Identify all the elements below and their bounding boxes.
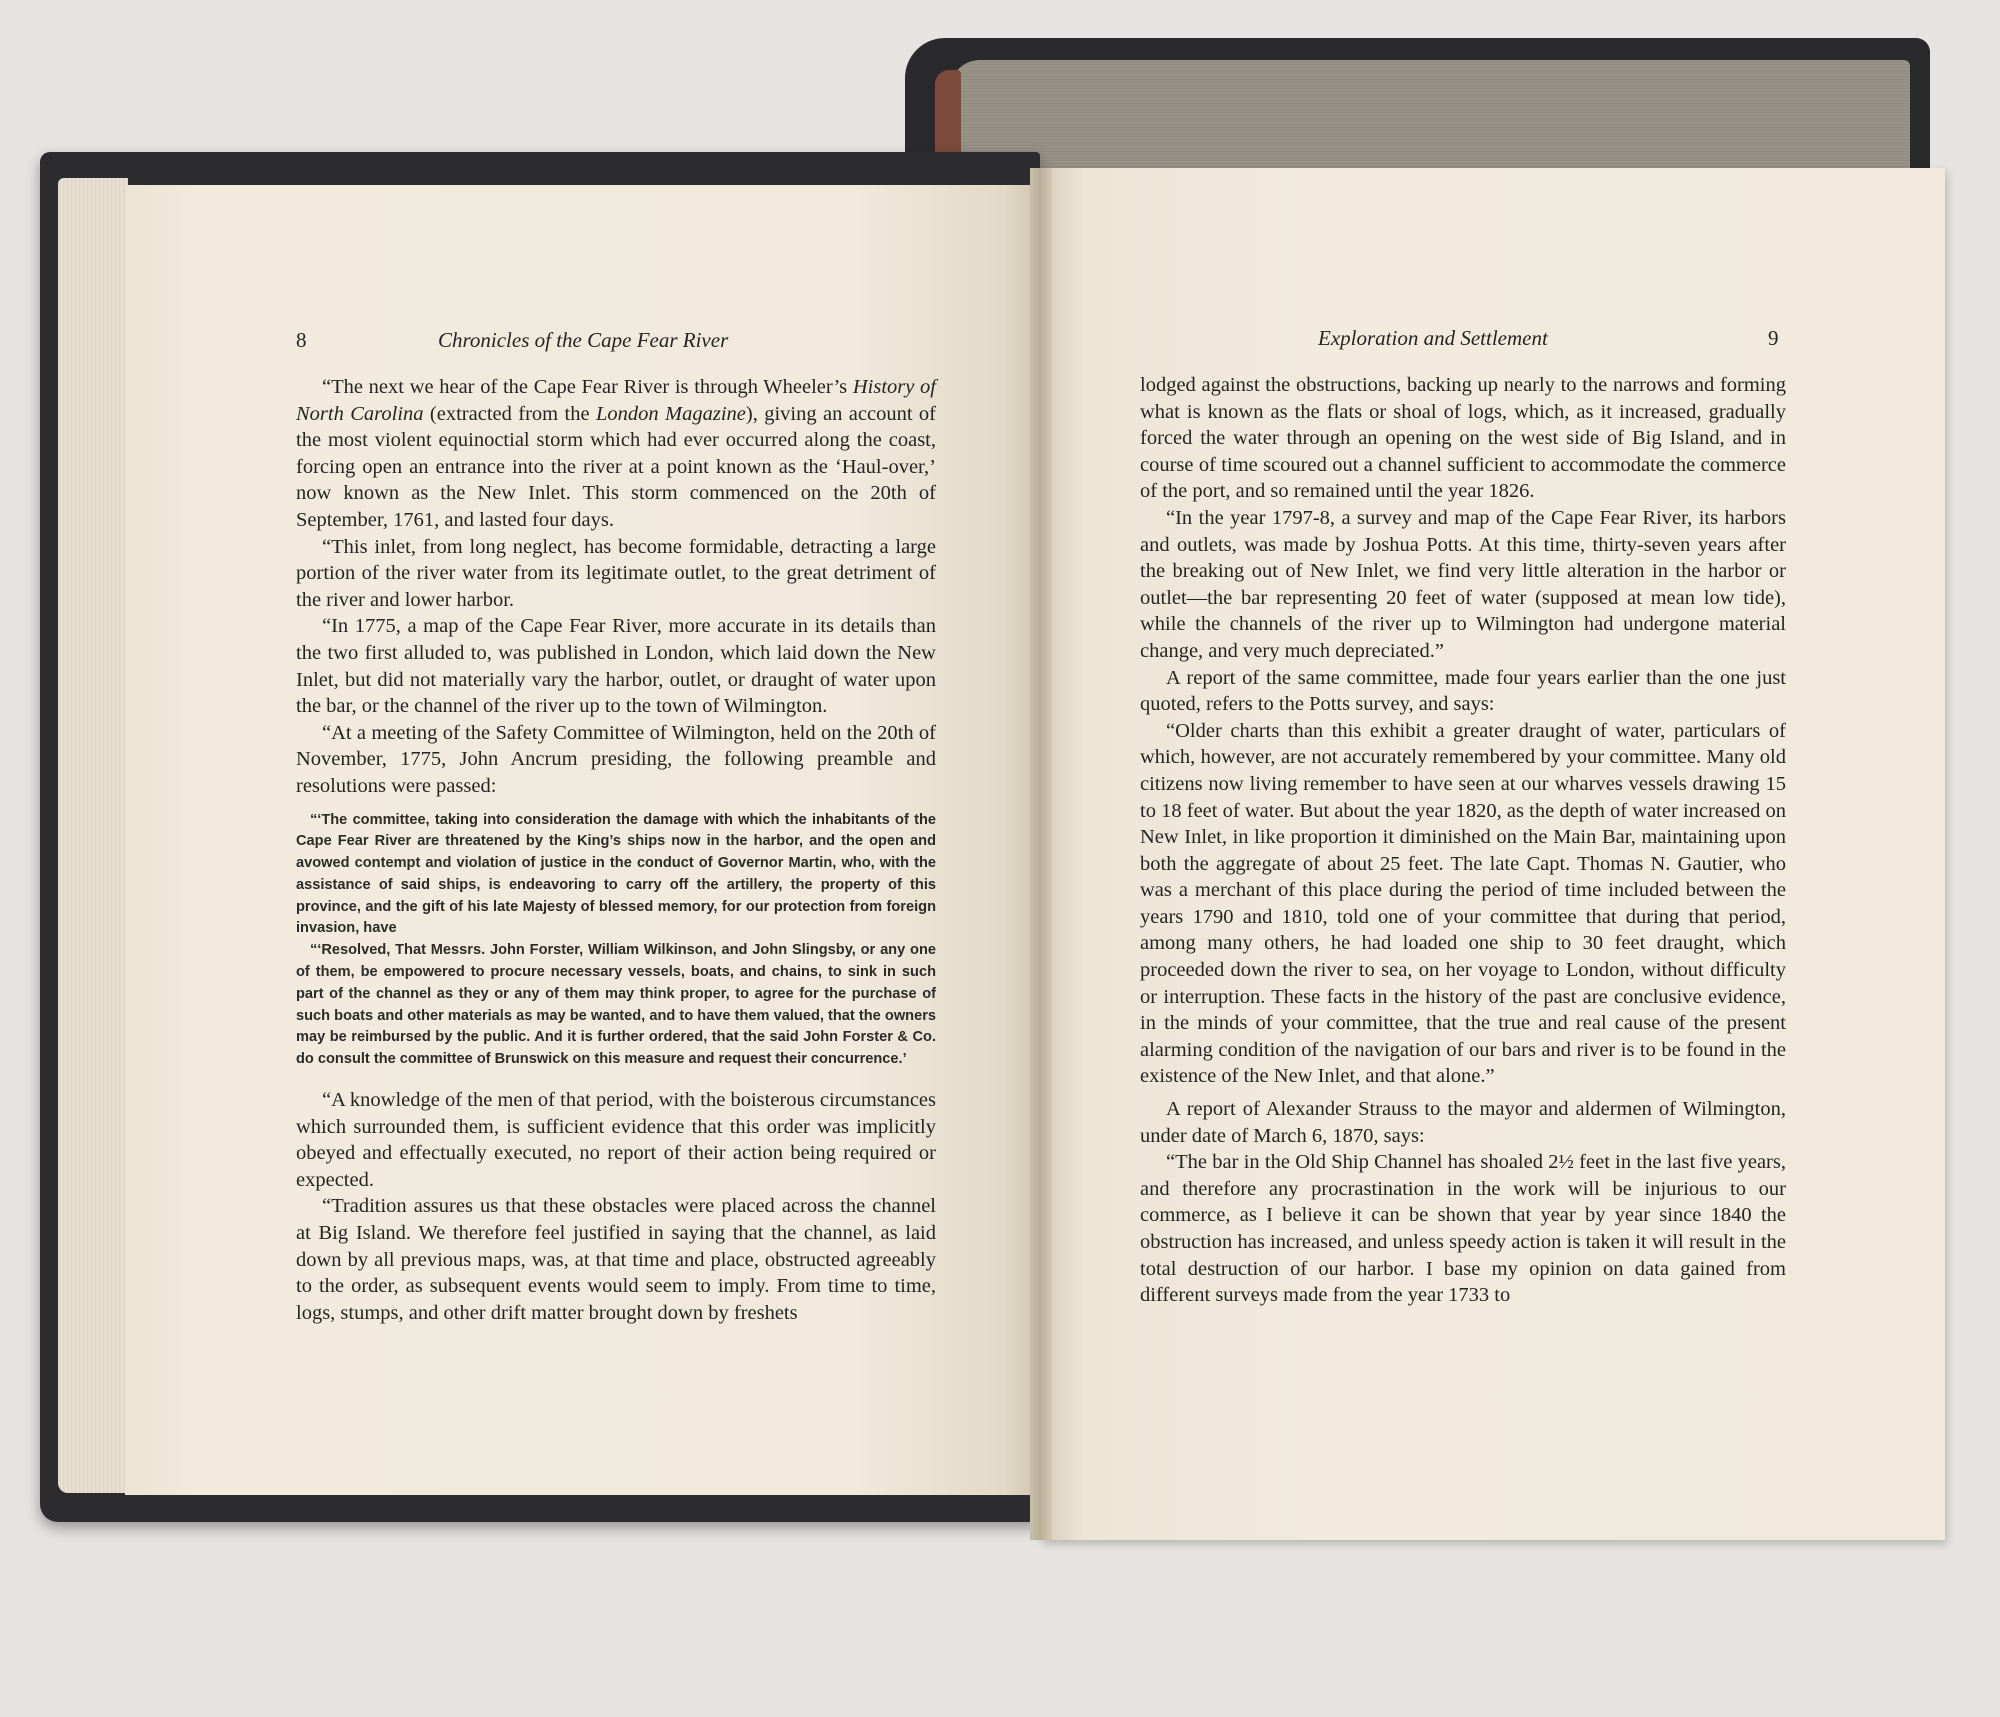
right-paragraph-4: “Older charts than this exhibit a greater draught of water, particulars of which, however, are not accurately remembered by your committee. Many old citizens now living remember to have seen at our wharves vessels drawing 15 to 18 feet of water. But about the year 1820, as the depth of water increased on New Inlet, in like proportion it diminished on the Main Bar, maintaining upon both the aggregate of about 25 feet. The late Capt. Thomas N. Gautier, who was a merchant of this place during the period of time included between the years 1790 and 1810, told one of your committee that during that period, among many others, he had loaded one ship to 30 feet draught, which proceeded down the river to sea, on her voyage to London, without difficulty or interruption. These facts in the history of the past are conclusive evidence, in the minds of your committee, that the true and real cause of the present alarming condition of the navigation of our bars and river is to be found in the existence of the New Inlet, and that alone.” xyxy=(1140,719,1786,1088)
resolution-quote xyxy=(296,810,936,1072)
left-page-body xyxy=(296,374,936,1326)
left-paragraph-6: “Tradition assures us that these obstacles were placed across the channel at Big Island. We therefore feel justified in saying that the channel, as laid down by all previous maps, was, at that time and place, obstructed agreeably to the order, as subsequent events would seem to imply. From time to time, logs, stumps, and other drift matter brought down by freshets xyxy=(296,1195,936,1324)
right-paragraph-6: “The bar in the Old Ship Channel has shoaled 2½ feet in the last five years, and therefore any procrastination in the work will be injurious to our commerce, as I believe it can be shown that year by year since 1840 the obstruction has increased, and unless speedy action is taken it will result in the total destruction of our harbor. I base my opinion on data gained from different surveys made from the year 1733 to xyxy=(1140,1151,1786,1307)
right-paragraph-1: lodged against the obstructions, backing up nearly to the narrows and forming what is known as the flats or shoal of logs, which, as it increased, gradually forced the water through an opening on the west side of Big Island, and in course of time scoured out a channel sufficient to accommodate the commerce of the port, and so remained until the year 1826. xyxy=(1140,374,1786,503)
left-running-head xyxy=(438,328,728,353)
right-running-head xyxy=(1318,326,1548,351)
left-paragraph-2: “This inlet, from long neglect, has become formidable, detracting a large portion of the river water from its legitimate outlet, to the great detriment of the river and lower harbor. xyxy=(296,535,936,611)
right-paragraph-2: “In the year 1797-8, a survey and map of the Cape Fear River, its harbors and outlets, was made by Joshua Potts. At this time, thirty-seven years after the breaking out of New Inlet, we find very little alteration in the harbor or outlet—the bar representing 20 feet of water (supposed at mean low tide), while the channels of the river up to Wilmington had undergone material change, and very much depreciated.” xyxy=(1140,506,1786,662)
left-page-number: 8 xyxy=(296,328,307,352)
right-paragraph-3: A report of the same committee, made four years earlier than the one just quoted, refers to the Potts survey, and says: xyxy=(1140,666,1786,716)
right-running-head-text: Exploration and Settlement xyxy=(1318,326,1548,350)
book-gutter xyxy=(1030,168,1052,1540)
left-paragraph-5: “A knowledge of the men of that period, with the boisterous circumstances which surrounded them, is sufficient evidence that this order was implicitly obeyed and effectually executed, no report of their action being required or expected. xyxy=(296,1089,936,1191)
left-paragraph-4: “At a meeting of the Safety Committee of Wilmington, held on the 20th of November, 1775, John Ancrum presiding, the following preamble and resolutions were passed: xyxy=(296,721,936,797)
right-page-number: 9 xyxy=(1768,326,1779,350)
left-p1-text-a: “The next we hear of the Cape Fear River is through Wheeler’s xyxy=(322,376,853,398)
page-block-edge xyxy=(950,60,1910,170)
right-page-body xyxy=(1140,372,1786,1309)
left-p1-title-magazine: London Magazine xyxy=(595,402,746,425)
left-paragraph-1 xyxy=(296,374,936,534)
quote-resolved: “‘Resolved, That Messrs. John Forster, William Wilkinson, and John Slingsby, or any one of them, be empowered to procure necessary vessels, boats, and chains, to sink in such part of the channel as they or any of them may think proper, to agree for the purchase of such boats and other materials as may be wanted, and to have them valued, that the owners may be reimbursed by the public. And it is further ordered, that the said John Forster & Co. do consult the committee of Brunswick on this measure and request their concurrence.’ xyxy=(296,942,936,1068)
left-running-head-text: Chronicles of the Cape Fear River xyxy=(438,328,729,352)
left-p1-text-b: (extracted from the xyxy=(423,402,596,425)
right-paragraph-5: A report of Alexander Strauss to the mayor and aldermen of Wilmington, under date of March 6, 1870, says: xyxy=(1140,1098,1786,1147)
quote-preamble: “‘The committee, taking into consideration the damage with which the inhabitants of the Cape Fear River are threatened by the King’s ships now in the harbor, and the open and avowed contempt and violation of justice in the conduct of Governor Martin, who, with the assistance of said ships, is endeavoring to carry off the artillery, the property of this province, and the gift of his late Majesty of blessed memory, for our protection from foreign invasion, have xyxy=(296,811,936,937)
left-paragraph-3: “In 1775, a map of the Cape Fear River, more accurate in its details than the two first alluded to, was published in London, which laid down the New Inlet, but did not materially vary the harbor, outlet, or draught of water upon the bar, or the channel of the river up to the town of Wilmington. xyxy=(296,615,936,718)
left-page-stack xyxy=(58,178,128,1493)
left-p1-text-c: ), giving an account of the most violent equinoctial storm which had ever occurred along the coast, forcing open an entrance into the river at a point known as the ‘Haul-over,’ now known as the New Inlet. This storm commenced on the 20th of September, 1761, and lasted four days. xyxy=(296,402,936,531)
left-p1-title-history: History of North Carolina xyxy=(296,376,936,425)
